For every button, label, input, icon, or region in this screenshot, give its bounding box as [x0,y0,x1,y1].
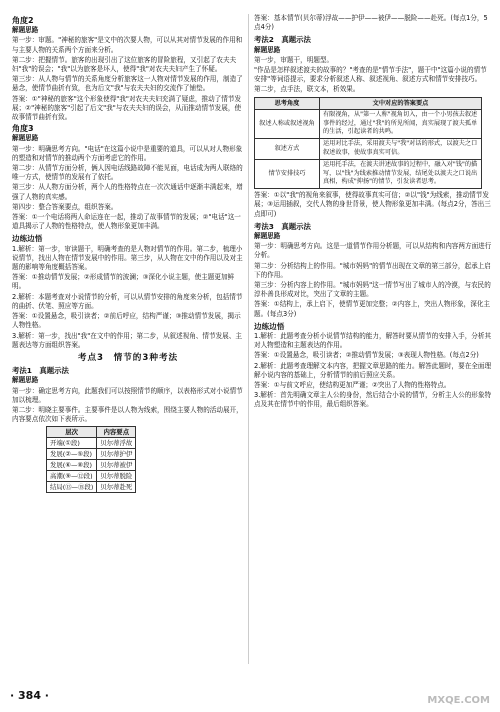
paragraph: 第一步：明确思考方向。"电话"在这篇小说中是重要的道具，可以从对人物形象的塑造和对情节的推动两个方面考虑它的作用。 [12,144,243,162]
table-cell: 贝尔蒂护伊 [97,449,136,460]
label: 解题思路 [12,376,39,385]
paragraph: 2.解析：此题考查理解文本内容，把握文章思路的能力。解答此题时，要在全面理解小说内容的基础上，分析情节的前后照应关系。 [254,361,492,379]
label: 解题思路 [254,45,281,54]
table-header: 文中对应的答案要点 [320,97,482,109]
method-heading: 考法2 真题示法 [254,35,311,45]
table-cell: 有限视角，从"第一人称"视角切入，由一个小男孩去叙述事件的经过，通过"我"的所见所闻，真实展现了渡夫孤单的生活，引起读者的共鸣。 [320,109,482,138]
table-cell: 运用托手法，在渡夫讲述故事的过程中，融入对"钱"的描写，以"钱"为线索推动情节发展，结尾处以渡夫之口说出真相，构成"抑扬"的情节，引发读者思考。 [320,159,482,188]
paragraph: 答案：基本情节(贝尔蒂)浮故——护伊——被伊——脱险——赴死。(每点1分，5点4分) [254,14,488,32]
watermark: MXQE.COM [427,695,490,706]
paragraph: 第四步：整合答案要点，组织答案。 [12,202,118,211]
plot-table [46,426,136,493]
paragraph: 1.解析：第一步，审读题干，明确考查的是人物对情节的作用。第二步，梳理小说情节，找出人物在情节发展中的作用。第三步，从人物在文中的作用以及对主题的影响等角度概括答案。 [12,244,243,272]
page-number: · 384 · [10,689,49,702]
left-column [12,14,244,495]
table-cell: 贝尔蒂被伊 [97,460,136,471]
table-cell: 开端(①段) [47,438,97,449]
table-cell: 高潮(⑨—⑫段) [47,471,97,482]
paragraph: 3.解析：第一步，找出"我"在文中的作用；第二步，从叙述视角、情节发展、主题表达等方面组织答案。 [12,331,242,349]
paragraph: 第一步：审题。"神秘的旅客"是文中的次要人物，可以从其对情节发展的作用和与主要人物的关系两个方面来分析。 [12,36,243,54]
paragraph: 第二步：明晓主要事件。主要事件是以人物为线索，围绕主要人物的活动展开，内容要点依次如下表所示。 [12,405,243,424]
paragraph: 第二步：从情节方面分析，俩人因电话线路故障不能见面，电话成为两人联络的唯一方式，使情节的发展有了依托。 [12,164,243,182]
paragraph: 答案：①设置悬念，吸引读者；②推动情节发展；③表现人物性格。(每点2分) [254,351,479,360]
table-header: 内容要点 [97,427,136,438]
table-cell: 贝尔蒂赴死 [97,482,136,493]
paragraph: 答案：①结构上，承上启下，使情节更加完整；②内容上，突出人物形象，深化主题。(每点3分) [254,300,491,318]
paragraph: 答案：①以"我"的视角来叙事，使得故事真实可信；②以"钱"为线索，推动情节发展；③运用插叙，交代人物的身世背景，使人物形象更加丰满。(每点2分，答出三点即可) [254,191,491,218]
table-header: 思考角度 [255,97,320,109]
paragraph: 答案：①与前文呼应，使结构更加严谨；②突出了人物的性格特点。 [254,381,451,390]
paragraph: 第二步：把握情节。旅客的出现引出了这位旅客的冒险旅程，又引起了农夫夫妇"我"的误会；"我"以为旅客是坏人，使得"我"对农夫夫妇产生了怀疑。 [12,55,237,74]
table-cell: 叙述方式 [255,139,320,160]
table-cell: 运用对比手法，采用渡夫与"我"对话的形式，以渡夫之口叙述故事，使故事真实可信。 [320,139,482,160]
paragraph: 第一步：确定思考方向，此题我们可以按照情节的顺序，以表格形式对小说情节加以梳理。 [12,386,243,404]
paragraph: 答案：①"神秘的旅客"这个形象使得"我"对农夫夫妇充满了疑虑，推动了情节发展；②"神秘的旅客"引起了后文"我"与农夫夫妇的误会，从而推动情节发展，使故事情节曲折有致。 [12,94,242,122]
paragraph: 答案：①一个电话将两人命运连在一起，推动了故事情节的发展；②"电话"这一道具揭示了人物的性格特点，使人物形象更加丰满。 [12,213,241,231]
analysis-table [254,97,482,190]
right-column [254,14,492,411]
topic-title: 考点3 情节的3种考法 [77,352,179,363]
method-heading: 考法1 真题示法 [12,366,69,376]
paragraph: 第三步：从人物与情节的关系角度分析旅客这一人物对情节发展的作用，制造了悬念，使情节曲折有致，也为后文"我"与农夫夫妇的交流作了铺垫。 [12,75,243,93]
label: 解题思路 [12,26,39,35]
table-cell: 贝尔蒂浮故 [97,438,136,449]
paragraph: 3.解析：首先明确文章主人公的身份，然后结合小说的情节，分析主人公的形象特点及其在情节中的作用，最后组织答案。 [254,391,492,409]
table-cell: 结局(⑬—⑮段) [47,482,97,493]
paragraph: "作品是怎样叙述渡夫的故事的？"考查的是"情节手法"，题干中"这篇小说的情节安排"等词语提示，要求分析叙述人称、叙述视角、叙述方式和情节安排技巧。 [254,66,487,84]
paragraph: 第二步，点手法，联文本，析效果。 [254,85,360,94]
table-header: 层次 [47,427,97,438]
section-heading: 角度3 [12,124,34,134]
paragraph: 答案：①设置悬念，吸引读者；②前后呼应，结构严谨；③推动情节发展，揭示人物性格。 [12,312,241,330]
paragraph: 第一步：明确思考方向。这是一道情节作用分析题，可以从结构和内容两方面进行分析。 [254,242,492,260]
table-cell: 发展(②—⑤段) [47,449,97,460]
label: 解题思路 [12,134,39,143]
table-cell: 发展(⑥—⑧段) [47,460,97,471]
table-cell: 情节安排技巧 [255,159,320,188]
paragraph: 1.解析：此题考查分析小说情节结构的能力，解答时要从情节的安排入手，分析其对人物塑造和主题表达的作用。 [254,332,492,350]
paragraph: 第三步：分析内容上的作用。"城市妈妈"这一情节写出了城市人的冷漠，与农民的淳朴善良形成对比，突出了文章的主题。 [254,281,491,299]
method-heading: 考法3 真题示法 [254,221,311,231]
paragraph: 第三步：从人物方面分析，两个人的性格特点在一次次通话中逐渐丰满起来，增强了人物的真实感。 [12,183,243,201]
section-heading: 角度2 [12,16,34,25]
edge-practice-heading: 边练边悟 [254,321,285,331]
column-divider [248,14,249,664]
table-cell: 叙述人称或叙述视角 [255,109,320,138]
label: 解题思路 [254,232,281,241]
table-cell: 贝尔蒂脱险 [97,471,136,482]
paragraph: 第一步，审题干，明题型。 [254,55,334,64]
paragraph: 第二步：分析结构上的作用。"城市妈妈"的情节出现在文章的第三部分，起承上启下的作用。 [254,261,491,279]
edge-practice-heading: 边练边悟 [12,234,43,244]
paragraph: 2.解析：本题考查对小说情节的分析，可以从情节安排的角度来分析，包括情节的曲折、伏笔、照应等方面。 [12,292,243,310]
paragraph: 答案：①推动情节发展；②形成情节的波澜；③深化小说主题，使主题更加鲜明。 [12,273,235,291]
